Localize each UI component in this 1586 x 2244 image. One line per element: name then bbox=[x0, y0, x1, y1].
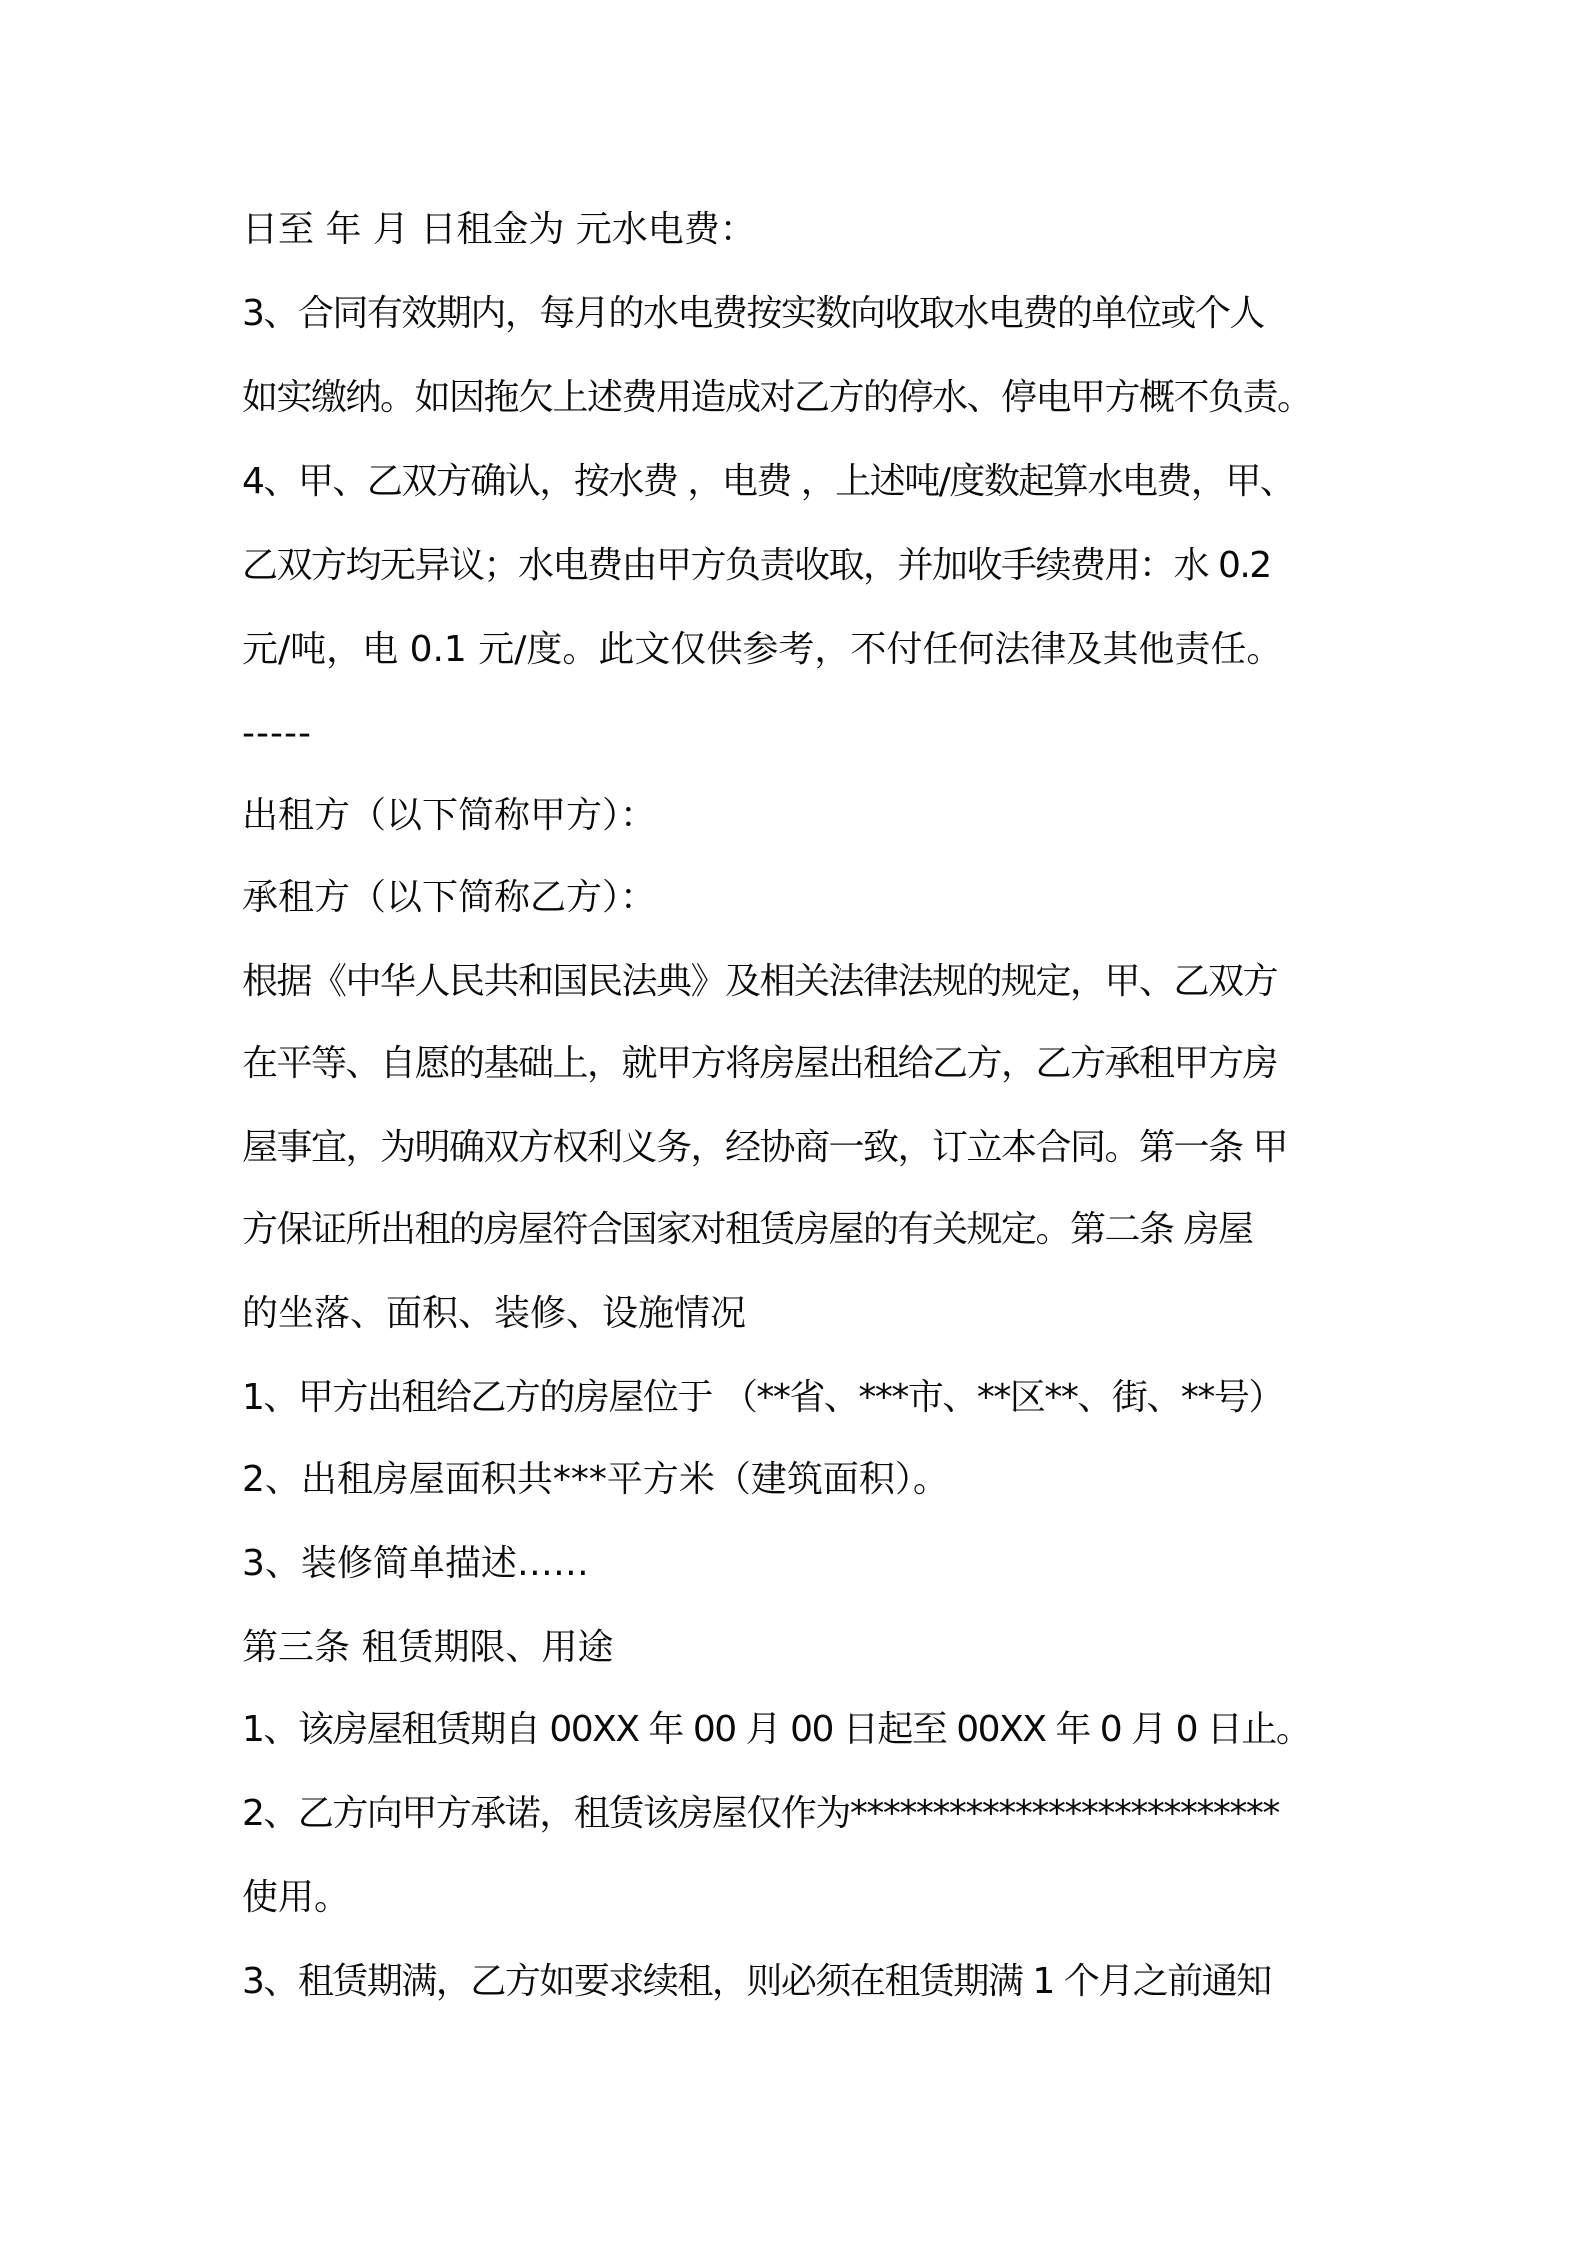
separator-line: ----- bbox=[242, 713, 312, 754]
text-line-6: 元/吨，电 0.1 元/度。此文仅供参考，不付任何法律及其他责任。 bbox=[242, 629, 1283, 670]
lessee-label: 承租方（以下简称乙方）： bbox=[242, 877, 657, 918]
text-line-3: 如实缴纳。如因拖欠上述费用造成对乙方的停水、停电甲方概不负责。 bbox=[242, 377, 1312, 418]
text-line-15: 1、甲方出租给乙方的房屋位于 （**省、***市、**区**、街、**号） bbox=[242, 1377, 1283, 1418]
text-line-16: 2、出租房屋面积共***平方米（建筑面积）。 bbox=[242, 1459, 949, 1500]
text-line-10: 根据《中华人民共和国民法典》及相关法律法规的规定，甲、乙双方 bbox=[242, 961, 1278, 1002]
text-line-2: 3、合同有效期内，每月的水电费按实数向收取水电费的单位或个人 bbox=[242, 293, 1264, 334]
section-heading-3: 第三条 租赁期限、用途 bbox=[242, 1627, 614, 1668]
text-line-4: 4、甲、乙双方确认，按水费 ，电费 ，上述吨/度数起算水电费，甲、 bbox=[242, 461, 1295, 502]
text-line-17: 3、装修简单描述…… bbox=[242, 1543, 589, 1584]
text-line-13: 方保证所出租的房屋符合国家对租赁房屋的有关规定。第二条 房屋 bbox=[242, 1209, 1253, 1250]
text-line-19: 1、该房屋租赁期自 00XX 年 00 月 00 日起至 00XX 年 0 月 0 日止。 bbox=[242, 1709, 1311, 1750]
text-line-21: 使用。 bbox=[242, 1877, 351, 1918]
text-line-22: 3、租赁期满，乙方如要求续租，则必须在租赁期满 1 个月之前通知 bbox=[242, 1961, 1271, 2002]
text-line-12: 屋事宜，为明确双方权利义务，经协商一致，订立本合同。第一条 甲 bbox=[242, 1127, 1287, 1168]
text-line-14: 的坐落、面积、装修、设施情况 bbox=[242, 1293, 747, 1334]
text-line-1: 日至 年 月 日租金为 元水电费： bbox=[242, 209, 756, 250]
text-line-5: 乙双方均无异议；水电费由甲方负责收取，并加收手续费用：水 0.2 bbox=[242, 545, 1271, 586]
text-line-20: 2、乙方向甲方承诺，租赁该房屋仅作为************************** bbox=[242, 1793, 1279, 1834]
lessor-label: 出租方（以下简称甲方）： bbox=[242, 795, 657, 836]
text-line-11: 在平等、自愿的基础上，就甲方将房屋出租给乙方，乙方承租甲方房 bbox=[242, 1043, 1278, 1084]
